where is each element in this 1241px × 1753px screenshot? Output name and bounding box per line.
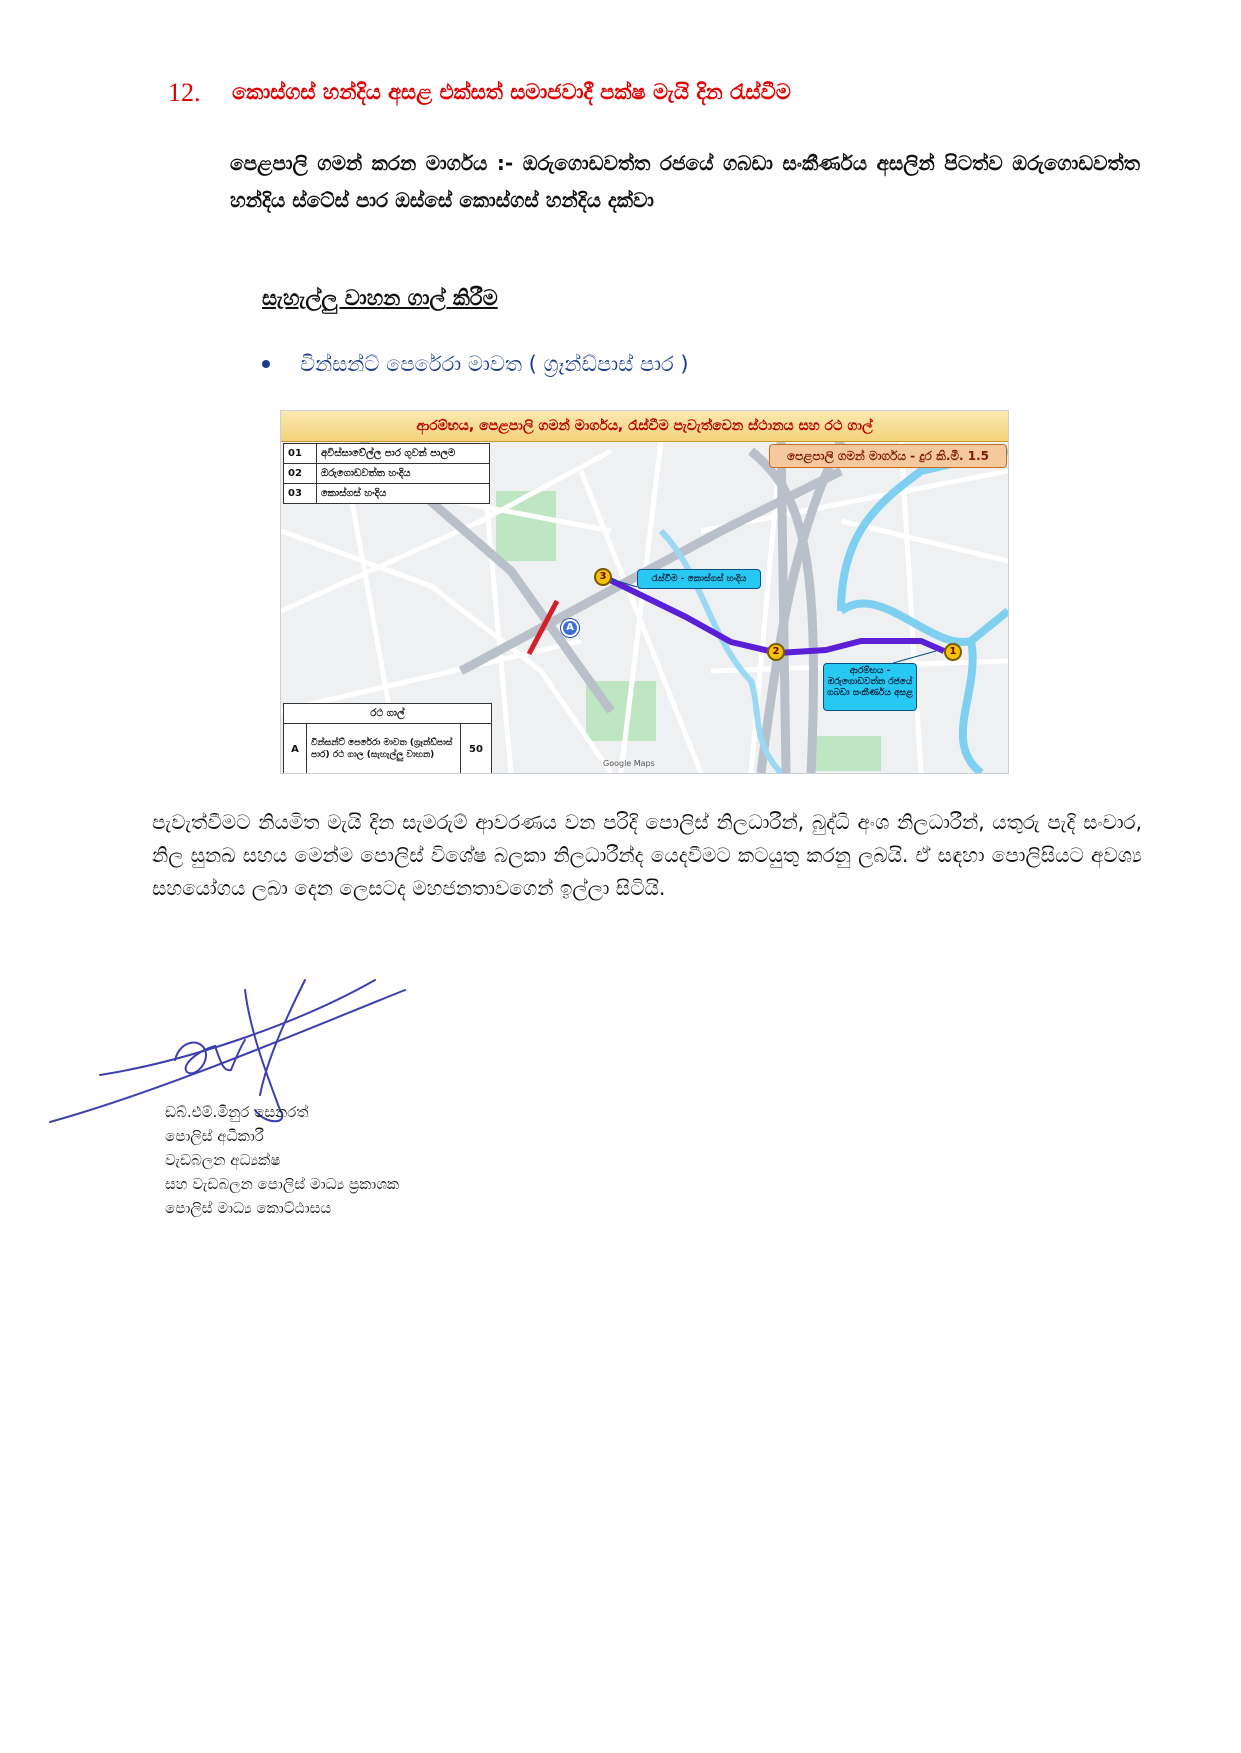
legend-label: කොස්ගස් හංදිය [317,484,490,504]
legend-row [284,484,490,504]
parking-marker-a: A [561,619,579,637]
map-title: ආරම්භය, පෙළපාලි ගමන් මාර්ගය, රැස්වීම පැවැත්වෙන ස්ථානය සහ රථ ගාල් [281,411,1008,442]
section-number: 12. [168,78,201,107]
body-paragraph: පැවැත්වීමට නියමිත මැයි දින සැමරුම් ආවරණය වන පරිදි පොලිස් නිලධාරීන්, බුද්ධි අංශ නිලධාරීන්, යතුරු පැදි සංචාර, නිල සුනඛ සහය මෙන්ම පොලිස් විශේෂ බලකා නිලධාරීන්ද යෙදවීමට කටයුතු කරනු ලබයි. ඒ සඳහා පොලිසියට අවශ්‍ය සහයෝගය ලබා දෙන ලෙසටද මහජනතාවගෙන් ඉල්ලා සිටියි. [152,810,1142,900]
legend-number: 03 [284,484,317,504]
legend-label: ඔරුගොඩවත්ත හංදිය [317,464,490,484]
park-area [811,736,881,771]
signatory-title: පොලිස් මාධ්‍ය කොට්ඨාසය [165,1199,332,1217]
parking-table [283,703,492,774]
distance-label: පෙළපාලි ගමන් මාර්ගය - දුර කි.මී. 1.5 [769,444,1007,468]
marker-1: 1 [944,643,962,661]
signatory-title: වැඩබලන අධ්‍යක්ෂ [165,1151,281,1169]
legend-row [284,444,490,464]
parking-code: A [284,724,307,775]
route-description: පෙළපාලි ගමන් කරන මාර්ගය :- ඔරුගොඩවත්ත රජයේ ගබඩා සංකීර්ණය අසලින් පිටත්ව ඔරුගොඩවත්ත හන්දිය ස්ටේස් පාර ඔස්සේ කොස්ගස් හන්දිය දක්වා [230,151,1140,212]
map-attribution: Google Maps [603,759,655,768]
legend-number: 01 [284,444,317,464]
parking-road-item: වින්සන්ට් පෙරේරා මාවත ( ග්‍රෑන්ඩ්පාස් පාර ) [300,352,689,376]
parking-row [284,724,492,775]
marker-3: 3 [594,568,612,586]
signatory-title: සහ වැඩබලන පොලිස් මාධ්‍ය ප්‍රකාශක [165,1175,400,1193]
signatory-name: ඩබ්.එම්.මිනුර සෙනරත් [165,1103,309,1121]
legend-row [284,464,490,484]
meeting-callout: රැස්වීම - කොස්ගස් හංදිය [637,569,761,589]
bullet-icon [262,360,270,368]
parking-table-header: රථ ගාල් [284,704,492,724]
legend-number: 02 [284,464,317,484]
marker-2: 2 [767,643,785,661]
parking-name: වින්සන්ට් පෙරේරා මාවත (ග්‍රෑන්ඩ්පාස් පාර) රථ ගාල (සැහැල්ලු වාහන) [307,724,461,775]
signatory-title: පොලිස් අධිකාරී [165,1127,264,1145]
parking-capacity: 50 [461,724,492,775]
parking-heading: සැහැල්ලු වාහන ගාල් කිරීම [262,286,498,310]
legend-label: අවිස්සාවේල්ල පාර ගුවන් පාලම [317,444,490,464]
location-legend [283,443,490,504]
section-title: කොස්ගස් හන්දිය අසළ එක්සත් සමාජවාදී පක්ෂ මැයි දින රැස්වීම [232,80,791,104]
route-map [280,410,1009,774]
park-area [496,491,556,561]
start-callout: ආරම්භය - ඔරුගොඩවත්ත රජයේ ගබඩා සංකීර්ණය අසළ [823,663,917,711]
